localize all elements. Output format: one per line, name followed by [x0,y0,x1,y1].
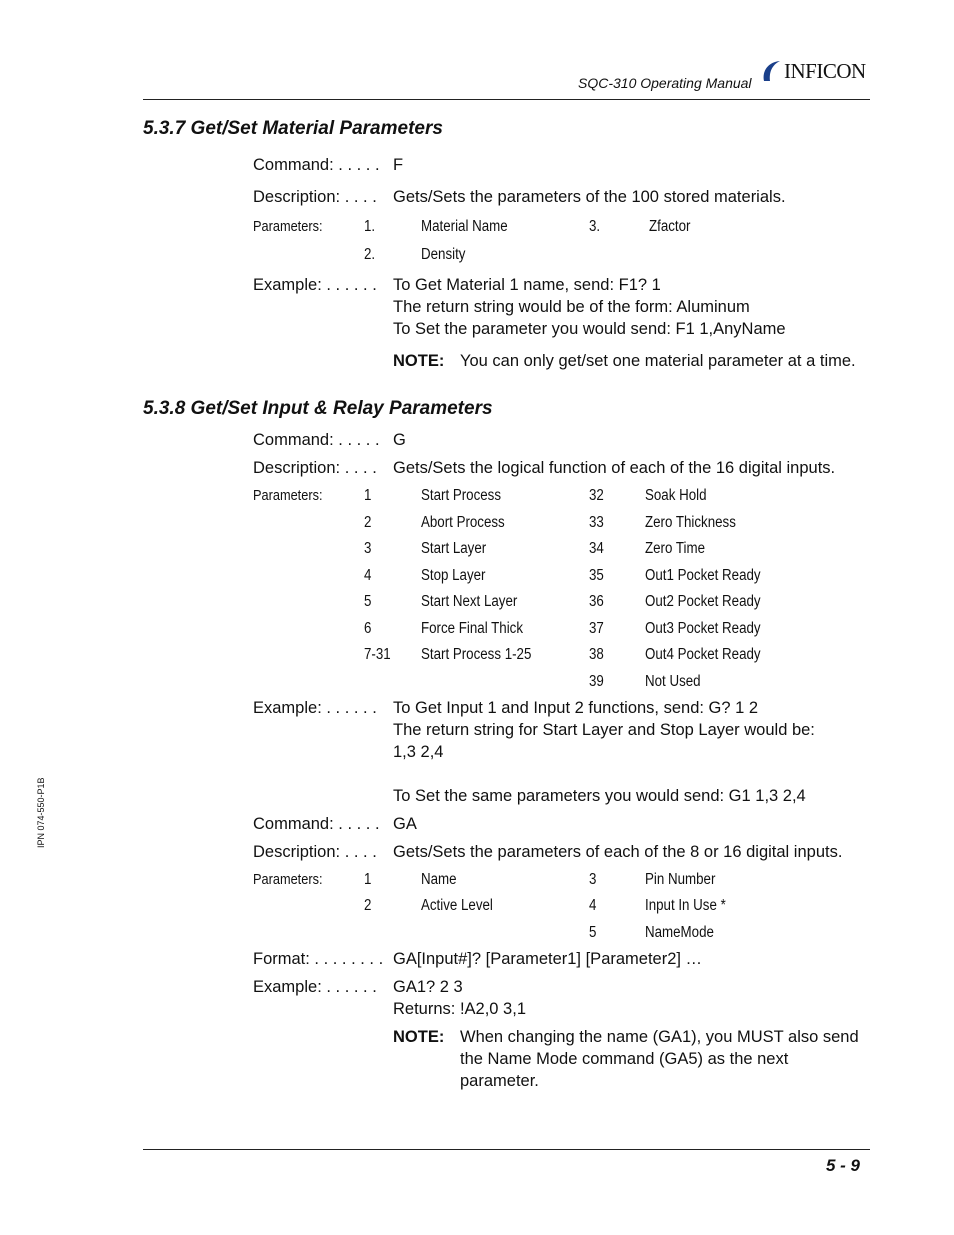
description-value: Gets/Sets the logical function of each of the 16 digital inputs. [393,459,836,477]
param-name: Stop Layer [421,567,486,584]
param-num: 39 [589,673,604,690]
description-label: Description: . . . . [253,188,377,206]
param-num: 2 [364,514,372,531]
section-title-538: 5.3.8 Get/Set Input & Relay Parameters [143,398,493,419]
param-num: 3 [364,540,372,557]
param-num: 3 [589,871,597,888]
inficon-logo [760,58,866,84]
note-label: NOTE: [393,352,445,370]
param-name: Not Used [645,673,701,690]
command-label: Command: . . . . . [253,156,380,174]
example-line: 1,3 2,4 [393,743,444,761]
param-name: Soak Hold [645,487,707,504]
example-label: Example: . . . . . . [253,699,377,717]
example-line: To Set the same parameters you would send: G1 1,3 2,4 [393,787,806,805]
param-num: 33 [589,514,604,531]
note-text: You can only get/set one material parameter at a time. [460,352,856,370]
param-num: 2. [364,246,376,263]
param-name: Active Level [421,897,493,914]
header-rule [143,99,870,100]
param-num: 7-31 [364,646,391,663]
command-label: Command: . . . . . [253,431,380,449]
example-label: Example: . . . . . . [253,276,377,294]
param-num: 38 [589,646,604,663]
description-value: Gets/Sets the parameters of each of the 8 or 16 digital inputs. [393,843,843,861]
param-num: 5 [589,924,597,941]
parameters-label: Parameters: [253,488,323,504]
param-name: NameMode [645,924,714,941]
note-label: NOTE: [393,1028,445,1046]
param-name: Density [421,246,466,263]
note-line: the Name Mode command (GA5) as the next [460,1050,789,1068]
param-name: Out2 Pocket Ready [645,593,761,610]
description-label: Description: . . . . [253,843,377,861]
note-line: When changing the name (GA1), you MUST also send [460,1028,859,1046]
param-name: Start Next Layer [421,593,518,610]
example-line: To Get Input 1 and Input 2 functions, send: G? 1 2 [393,699,759,717]
param-num: 32 [589,487,604,504]
param-name: Material Name [421,218,508,235]
example-line: To Set the parameter you would send: F1 1,AnyName [393,320,786,338]
logo-wordmark: INFICON [784,58,866,83]
param-name: Zfactor [649,218,691,235]
param-name: Start Process 1-25 [421,646,532,663]
param-name: Out1 Pocket Ready [645,567,761,584]
param-name: Out3 Pocket Ready [645,620,761,637]
parameters-label: Parameters: [253,872,323,888]
command-label: Command: . . . . . [253,815,380,833]
param-num: 34 [589,540,604,557]
param-num: 5 [364,593,372,610]
param-name: Abort Process [421,514,505,531]
param-num: 6 [364,620,372,637]
manual-title: SQC-310 Operating Manual [578,75,752,91]
param-name: Input In Use * [645,897,726,914]
param-name: Start Layer [421,540,487,557]
param-num: 1. [364,218,376,235]
description-label: Description: . . . . [253,459,377,477]
command-value: G [393,431,406,449]
param-name: Force Final Thick [421,620,523,637]
section-title-537: 5.3.7 Get/Set Material Parameters [143,118,443,139]
param-num: 1 [364,487,372,504]
param-num: 3. [589,218,601,235]
param-name: Pin Number [645,871,716,888]
param-name: Start Process [421,487,502,504]
command-value: GA [393,815,417,833]
param-num: 36 [589,593,604,610]
param-name: Name [421,871,457,888]
example-label: Example: . . . . . . [253,978,377,996]
param-name: Out4 Pocket Ready [645,646,761,663]
format-value: GA[Input#]? [Parameter1] [Parameter2] … [393,950,703,968]
param-num: 2 [364,897,372,914]
format-label: Format: . . . . . . . . [253,950,384,968]
param-num: 37 [589,620,604,637]
example-line: Returns: !A2,0 3,1 [393,1000,526,1018]
example-line: The return string would be of the form: Aluminum [393,298,750,316]
note-line: parameter. [460,1072,539,1090]
param-num: 4 [589,897,597,914]
description-value: Gets/Sets the parameters of the 100 stored materials. [393,188,786,206]
param-name: Zero Thickness [645,514,736,531]
example-line: The return string for Start Layer and Stop Layer would be: [393,721,815,739]
param-num: 4 [364,567,372,584]
example-line: To Get Material 1 name, send: F1? 1 [393,276,661,294]
footer-rule [143,1149,870,1150]
command-value: F [393,156,404,174]
param-num: 1 [364,871,372,888]
param-num: 35 [589,567,604,584]
logo-mark-icon [760,59,784,83]
document-code: IPN 074-550-P1B [36,777,46,848]
param-name: Zero Time [645,540,705,557]
example-line: GA1? 2 3 [393,978,463,996]
parameters-label: Parameters: [253,219,323,235]
page-number: 5 - 9 [826,1156,861,1175]
